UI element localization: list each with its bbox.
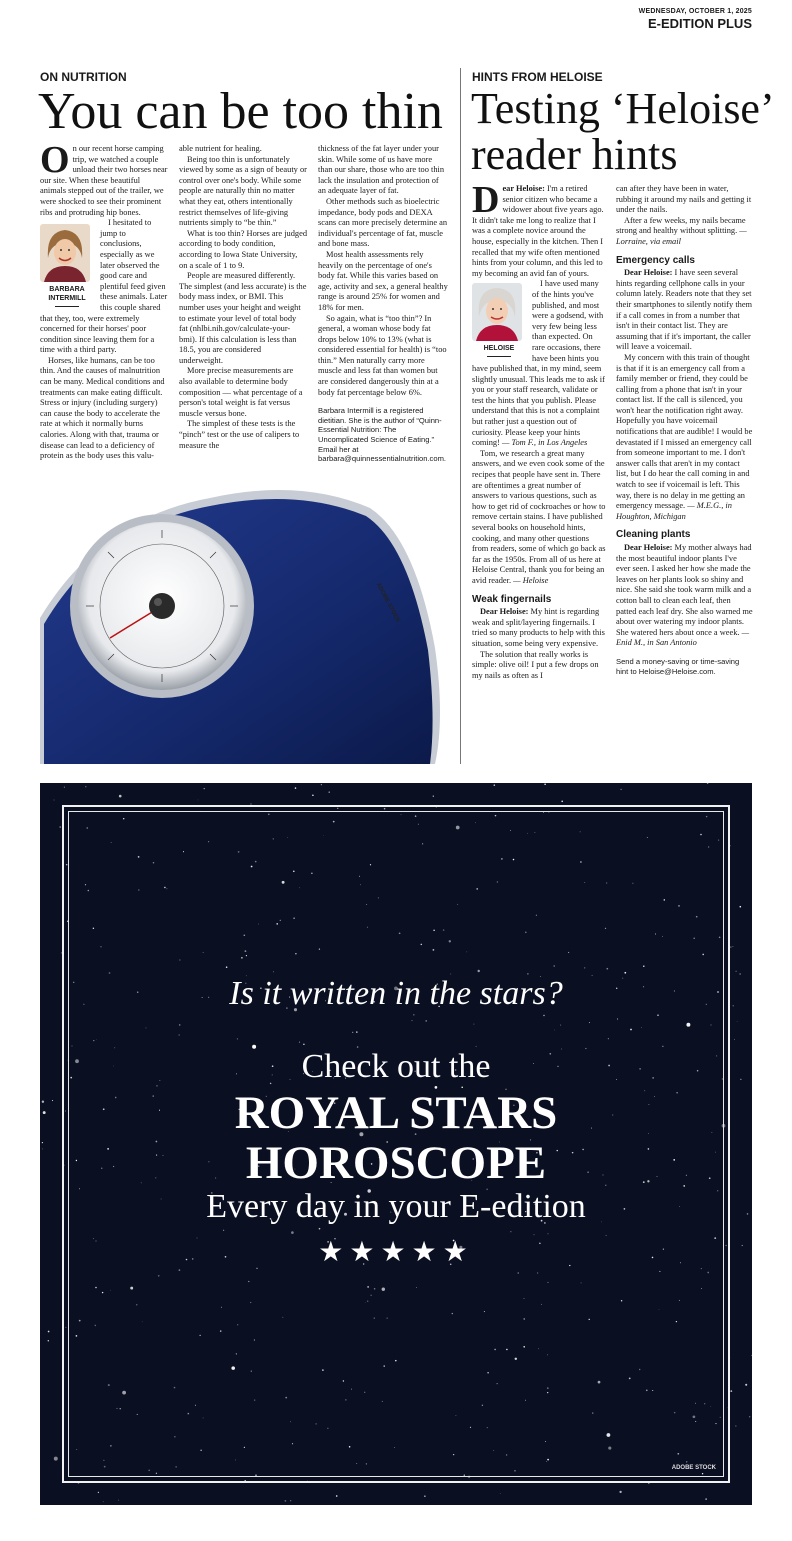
letter-text: My concern with this train of thought is that if it is an emergency call from a family member or friend, they could be calling from a phone that isn't in your contact list. If the call is silenced, you won't hear the notification right away. Hopefully you have voicemail notifications that are audible! I would be devastated if I missed an emergency call from someone important to me. I don't answer calls that aren't in my contact list, but I do hear the call coming in and watch to see if voicemail is left. This way, there is no delay in me getting an emergency message. <box>616 352 753 511</box>
star-dot <box>730 1390 732 1392</box>
star-dot <box>735 1426 736 1427</box>
star-dot <box>620 789 621 790</box>
letter-signature: — M.E.G., in Houghton, Michigan <box>616 501 732 521</box>
nutrition-headline: You can be too thin <box>38 83 443 140</box>
heloise-author-block <box>472 283 526 357</box>
bathroom-scale-photo <box>40 478 443 764</box>
nutrition-paragraph: What is too thin? Horses are judged according to body condition, according to Iowa State University, on a scale of 1 to 9. <box>179 228 308 270</box>
nutrition-paragraph: Horses, like humans, can be too thin. And the causes of malnutrition can be many. Medical conditions and treatments can make eating difficult. Stress or injury (including surgery) can cause the body to accelerate the rate at which it normally burns calories. Along with that, trauma or disease can lead to a deficiency of protein as the body uses this valu- <box>40 355 165 461</box>
nutrition-byline: BARBARA INTERMILL <box>48 286 86 303</box>
star-dot <box>730 946 731 947</box>
star-dot <box>707 783 709 784</box>
byline-rule <box>487 356 511 357</box>
edition-title: E-EDITION PLUS <box>647 16 752 31</box>
letter-text: My hint is regarding weak and split/layering fingernails. I tried so many products to help with this situation, some being very expensive. <box>472 607 605 648</box>
star-dot <box>705 1498 706 1499</box>
horoscope-ad[interactable] <box>40 783 752 1505</box>
letter-text: I have used many of the hints you've published, and most were a godsend, with very few being less than expected. On rare occasions, there have been hints you have published that, in my mind, seem slightly unusual. This leads me to ask if you or your staff research, validate or test the hints that you publish. Please understand that this is not a complaint but rather just a question out of curiosity. Please keep your hints coming! <box>472 279 605 448</box>
salutation: Dear Heloise: <box>624 268 673 278</box>
star-dot <box>544 784 546 786</box>
nutrition-paragraph: The simplest of these tests is the “pinch” test or the use of calipers to measure the <box>179 419 300 450</box>
column-divider <box>460 68 461 764</box>
letter-text: My mother always had the most beautiful indoor plants I've ever seen. I asked her how she made the leaves on her plants look so shiny and nice. She said she took warm milk and a cotton ball to clean each leaf, then patted each leaf dry. She also warned me about over watering my indoor plants. She watered hers about once a week. <box>616 543 753 637</box>
heloise-kicker: HINTS FROM HELOISE <box>472 70 603 84</box>
nutrition-paragraph: Being too thin is unfortunately viewed by some as a sign of beauty or control over one's body. While some people are naturally thin no matter what they eat, others intentionally restrict themselves of life-giving nutrients simply to “be thin.” <box>179 154 307 228</box>
letter-text: I'm a retired senior citizen who became a widower about five years ago. It didn't take me long to realize that I was a complete novice around the house, especially in the kitchen. Then I recalled that my wife often mentioned hints from your column, and this led to my becoming an avid fan of yours. <box>472 184 604 278</box>
nutrition-column-2 <box>179 144 307 451</box>
nutrition-paragraph: More precise measurements are also available to determine body composition — what percentage of a person's total weight is fat versus muscle versus bone. <box>179 366 303 418</box>
heloise-headline-line-2: reader hints <box>471 130 678 179</box>
star-dot <box>745 1384 747 1386</box>
letter-signature: — Lorraine, via email <box>616 226 747 246</box>
byline-rule <box>55 306 79 307</box>
star-dot <box>619 1491 621 1493</box>
hint-submission-note: Send a money-saving or time-saving hint to Heloise@Heloise.com. <box>616 656 740 676</box>
heloise-letter: can after they have been in water, rubbing it around my nails and getting it under the nails. <box>616 184 752 215</box>
star-dot <box>751 1355 752 1356</box>
reply-signature: — Heloise <box>511 575 549 585</box>
heloise-letter <box>616 216 753 248</box>
nutrition-paragraph: So again, what is “too thin”? In general, a woman whose body fat drops below 10% to 13% (what is considered essential for health) is “too thin.” Men naturally carry more muscle and less fat than women but are considered dangerously thin at a body fat percentage below 6%. <box>318 313 447 397</box>
star-dot <box>500 1493 501 1494</box>
nutrition-dropcap: O <box>40 139 70 181</box>
star-dot <box>290 1500 291 1501</box>
heloise-column-2 <box>616 184 753 676</box>
star-dot <box>54 800 55 801</box>
heloise-letter <box>616 353 753 523</box>
star-dot <box>118 1500 119 1501</box>
star-dot <box>494 784 496 786</box>
star-dot <box>285 1500 287 1502</box>
star-dot <box>204 788 205 789</box>
nutrition-column-3 <box>318 144 448 464</box>
letter-text: I have seen several hints regarding cellphone calls in your column lately. Readers note that they set their smartphones to silently notify them if a call comes in from a number that isn't in their contact list. They are assuming that if it's important, the caller will leave a voicemail. <box>616 268 753 352</box>
heloise-column-1 <box>472 179 607 681</box>
star-dot <box>295 787 296 788</box>
ad-royal-stars: ROYAL STARS <box>234 1087 558 1139</box>
nutrition-paragraph: People are measured differently. The simplest (and less accurate) is the body mass index, or BMI. This number uses your height and weight to estimate your level of total body fat (nhlbi.nih.gov/calculate-your-bmi). If this calculation is less than 18.5, you are considered underweight. <box>179 271 307 365</box>
star-dot <box>749 1416 750 1417</box>
salutation: Dear Heloise: <box>480 607 529 617</box>
nutrition-kicker: ON NUTRITION <box>40 70 127 84</box>
heloise-letter: The solution that really works is simple: olive oil! I put a few drops on my nails as often as I <box>472 649 599 680</box>
subhead-emergency-calls: Emergency calls <box>616 254 695 266</box>
edition-date: WEDNESDAY, OCTOBER 1, 2025 <box>638 8 752 15</box>
star-dot <box>336 1495 338 1497</box>
star-dot <box>424 1496 425 1497</box>
star-dot <box>735 971 736 972</box>
heloise-reply <box>472 449 607 587</box>
heloise-portrait <box>472 283 522 341</box>
star-dot <box>734 1039 735 1040</box>
heloise-headline <box>471 86 775 178</box>
heloise-dropcap: D <box>472 179 500 221</box>
nutrition-column-1 <box>40 139 168 462</box>
subhead-weak-fingernails: Weak fingernails <box>472 593 552 605</box>
heloise-letter <box>616 268 753 353</box>
star-dot <box>732 946 733 947</box>
reply-text: Tom, we research a great many answers, and we even cook some of the recipes that people have sent in. There are oftentimes a great number of answers to various questions, such as how to get rid of cockroaches or how to remove certain stains. I have published several books on household hints, cooking, and many other questions from readers, some of which go back as far as the 1950s. From all of us here at Heloise Central, thank you for being an avid reader. <box>472 448 606 585</box>
masthead <box>639 8 752 31</box>
letter-text: After a few weeks, my nails became strong and healthy without splitting. <box>616 215 746 236</box>
star-dot <box>198 800 199 801</box>
subhead-cleaning-plants: Cleaning plants <box>616 529 691 541</box>
letter-signature: — Tom F., in Los Angeles <box>499 438 588 448</box>
heloise-headline-line-1: Testing ‘Heloise’ <box>471 84 775 133</box>
heloise-letter <box>616 543 753 649</box>
star-dot <box>737 1021 738 1022</box>
ad-photo-credit: ADOBE STOCK <box>671 1465 716 1471</box>
nutrition-paragraph: Most health assessments rely heavily on the percentage of one's body fat. While this varies based on age, activity and sex, a general healthy range is around 25% for women and 18% for men. <box>318 249 448 312</box>
star-dot <box>329 791 330 792</box>
ad-question: Is it written in the stars? <box>229 975 563 1012</box>
ad-star-rating-icon: ★★★★★ <box>318 1237 474 1268</box>
star-dot <box>48 1340 49 1341</box>
star-dot <box>119 795 122 798</box>
star-dot <box>312 794 314 796</box>
star-dot <box>85 786 86 787</box>
star-dot <box>98 1492 99 1493</box>
ad-every-day: Every day in your E-edition <box>206 1188 586 1225</box>
star-dot <box>64 787 65 788</box>
star-dot <box>561 801 563 803</box>
star-dot <box>739 906 741 908</box>
author-portrait <box>40 224 90 282</box>
nutrition-author-block <box>40 224 94 307</box>
nutrition-paragraph: n our recent horse camping trip, we watched a couple unload their two horses near our site. When these beautiful animals stepped out of the trailer, we were shocked to see their prominent ribs and protruding hip bones. <box>40 144 168 217</box>
ad-horoscope: HOROSCOPE <box>245 1137 547 1189</box>
nutrition-paragraph: thickness of the fat layer under your skin. While some of us have more than our share, those who are too thin lack the insulation and protection of an adequate layer of fat. <box>318 144 445 196</box>
heloise-byline: HELOISE <box>483 345 515 353</box>
star-dot <box>59 826 61 828</box>
star-dot <box>54 1457 58 1461</box>
nutrition-paragraph: able nutrient for healing. <box>179 144 262 153</box>
nutrition-paragraph: Other methods such as bioelectric impedance, body pods and DEXA scans can more precisely determine an individual's percentage of fat, muscle and bone mass. <box>318 196 448 249</box>
scale-photo-credit: ADOBE STOCK <box>374 582 401 624</box>
star-dot <box>321 784 322 785</box>
salutation: Dear Heloise: <box>624 543 673 552</box>
letter-signature: — Enid M., in San Antonio <box>616 627 750 648</box>
star-dot <box>103 1501 104 1502</box>
nutrition-paragraph: I hesitated to jump to conclusions, especially as we later observed the good care and plentiful feed given these animals. Later this couple shared that they, too, were extremely concerned for their horses' poor condition since leaving them for a time with a third party. <box>40 218 168 355</box>
salutation: ear Heloise: <box>502 184 545 193</box>
ad-check-out: Check out the <box>301 1048 491 1085</box>
heloise-letter <box>472 607 607 649</box>
star-dot <box>433 795 434 796</box>
author-bio: Barbara Intermill is a registered dietitian. She is the author of “Quinn-Essential Nutrition: The Uncomplicated Science of Eating.” Email her at barbara@quinnessentialnutrition.com. <box>318 406 447 464</box>
star-dot <box>48 1331 50 1333</box>
